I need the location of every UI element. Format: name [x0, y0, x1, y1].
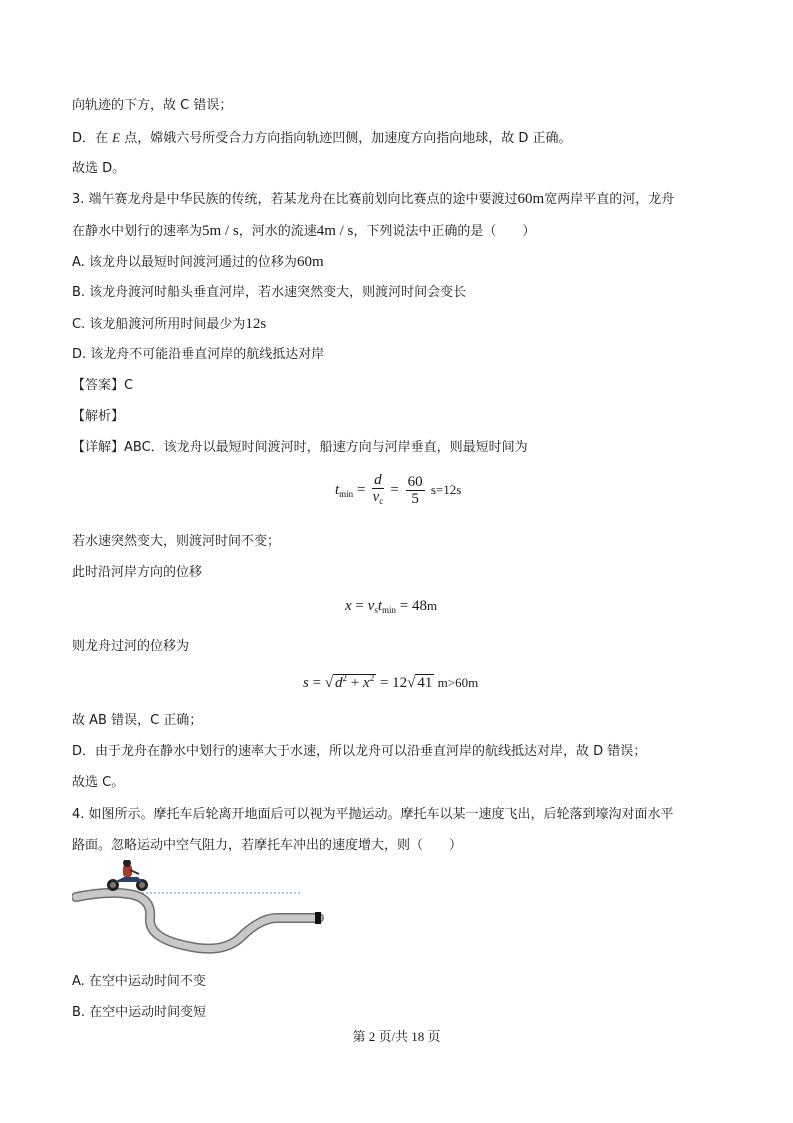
answer-tag: 【答案】 — [72, 378, 125, 393]
math-symbol: s — [303, 675, 309, 691]
math-subscript: s — [374, 605, 378, 615]
text-line — [72, 129, 572, 148]
option-d: D. 该龙舟不可能沿垂直河岸的航线抵达对岸 — [72, 347, 325, 362]
math-unit: m — [426, 598, 438, 613]
math-symbol: + — [347, 675, 364, 691]
road-end — [315, 912, 321, 924]
text-line: 此时沿河岸方向的位移 — [72, 565, 203, 580]
text-span: A. 该龙舟以最短时间渡河通过的位移为 — [72, 255, 297, 270]
math-value: 4m / s — [316, 223, 354, 239]
analysis-tag: 【解析】 — [72, 409, 125, 424]
sqrt-radicand: 41 — [417, 675, 433, 691]
sqrt-radicand — [333, 674, 376, 691]
question-4-line-1: 4. 如图所示。摩托车后轮离开地面后可以视为平抛运动。摩托车以某一速度飞出，后轮落到壕沟对面水平 — [72, 807, 674, 822]
text-line: 则龙舟过河的位移为 — [72, 639, 190, 654]
math-symbol: x — [345, 598, 352, 614]
question-3-line-2 — [72, 222, 535, 241]
sqrt-icon: √ — [324, 675, 334, 691]
fraction — [406, 474, 425, 507]
math-symbol: = 12 — [376, 675, 408, 691]
text-line: 故选 C。 — [72, 775, 125, 790]
motorcycle-ditch-figure — [72, 860, 327, 970]
math-symbol: x — [363, 675, 370, 691]
formula-displacement-x — [345, 598, 437, 615]
text-line: 故 AB 错误，C 正确； — [72, 713, 203, 728]
road-surface — [76, 893, 319, 949]
q4-option-b: B. 在空中运动时间变短 — [72, 1005, 207, 1020]
math-symbol: d — [335, 675, 343, 691]
fraction — [372, 472, 384, 509]
option-c — [72, 315, 266, 334]
detail-line — [72, 439, 528, 457]
math-symbol: = — [353, 481, 370, 498]
math-subscript: c — [379, 496, 384, 506]
text-span: ，河水的流速 — [238, 224, 317, 239]
fraction-denominator: 5 — [411, 491, 419, 507]
fraction-numerator: 60 — [407, 474, 423, 490]
question-4-line-2: 路面。忽略运动中空气阻力，若摩托车冲出的速度增大，则（ ） — [72, 838, 463, 853]
formula-total-displacement — [303, 673, 478, 692]
math-symbol: t — [335, 481, 340, 498]
answer-line — [72, 377, 133, 395]
detail-tag: 【详解】 — [72, 440, 125, 455]
text-span: D．在 — [72, 131, 113, 146]
option-b: B. 该龙舟渡河时船头垂直河岸，若水速突然变大，则渡河时间会变长 — [72, 285, 467, 300]
text-line: D．由于龙舟在静水中划行的速率大于水速，所以龙舟可以沿垂直河岸的航线抵达对岸，故 D 错误； — [72, 744, 647, 759]
page-footer: 第 2 页/共 18 页 — [352, 1029, 441, 1044]
text-span: 宽两岸平直的河，龙舟 — [544, 192, 675, 207]
q4-option-a: A. 在空中运动时间不变 — [72, 974, 206, 989]
text-line: 向轨迹的下方，故 C 错误； — [72, 98, 233, 113]
text-span: ABC．该龙舟以最短时间渡河时，船速方向与河岸垂直，则最短时间为 — [124, 440, 528, 455]
fraction-denominator — [372, 489, 384, 509]
text-span: 3. 端午赛龙舟是中华民族的传统，若某龙舟在比赛前划向比赛点的途中要渡过 — [72, 192, 518, 207]
math-value: 60m — [517, 191, 545, 207]
point-label: E — [112, 130, 121, 145]
math-symbol: t — [377, 598, 382, 614]
math-symbol: m>60m — [434, 675, 479, 690]
answer-value: C — [124, 378, 134, 393]
math-subscript: min — [382, 605, 397, 615]
math-superscript: 2 — [369, 673, 375, 683]
math-symbol: s=12s — [427, 481, 462, 497]
text-span: 在静水中划行的速率为 — [72, 224, 203, 239]
math-subscript: min — [339, 488, 354, 499]
option-a — [72, 253, 324, 272]
math-superscript: 2 — [342, 673, 348, 683]
math-symbol: = — [386, 481, 403, 498]
formula-tmin — [335, 472, 461, 509]
math-value: 12s — [245, 316, 267, 332]
fraction-numerator: d — [374, 472, 382, 488]
math-symbol: v — [367, 598, 375, 614]
motorcycle-icon — [107, 860, 148, 891]
math-symbol: = — [308, 675, 325, 691]
math-value: 5m / s — [202, 223, 239, 239]
math-symbol: v — [372, 489, 380, 505]
text-line: 故选 D。 — [72, 161, 126, 176]
text-line: 若水速突然变大，则渡河时间不变； — [72, 534, 281, 549]
sqrt-icon: √ — [407, 675, 416, 691]
math-symbol: = 48 — [396, 598, 427, 614]
math-value: 60m — [296, 254, 324, 270]
question-3-line-1 — [72, 190, 674, 209]
math-symbol: = — [351, 598, 368, 614]
text-span: C. 该龙船渡河所用时间最少为 — [72, 317, 246, 332]
text-span: ，下列说法中正确的是（ ） — [353, 224, 536, 239]
text-span: 点，嫦娥六号所受合力方向指向轨迹凹侧，加速度方向指向地球，故 D 正确。 — [120, 131, 572, 146]
